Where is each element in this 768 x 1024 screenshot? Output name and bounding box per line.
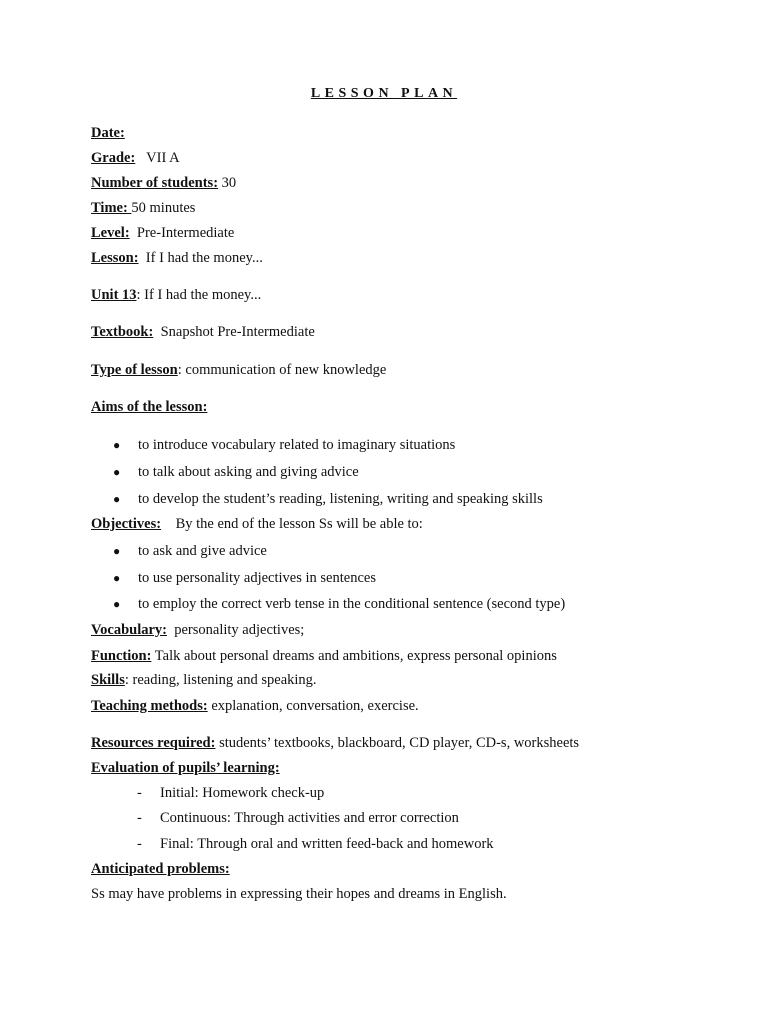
- bullet-icon: ●: [113, 438, 121, 452]
- level-row: [91, 224, 234, 242]
- dash-icon: -: [137, 810, 142, 826]
- vocabulary-value: personality adjectives;: [174, 622, 305, 638]
- anticipated-text: Ss may have problems in expressing their hopes and dreams in English.: [91, 886, 507, 902]
- skills-label: Skills: [91, 672, 125, 688]
- teaching-methods-label: Teaching methods:: [91, 698, 208, 714]
- evaluation-item: Final: Through oral and written feed-back and homework: [160, 836, 494, 852]
- aims-heading: [91, 398, 207, 416]
- students-row: [91, 174, 236, 192]
- objectives-item: to use personality adjectives in sentences: [138, 570, 376, 586]
- time-label: Time:: [91, 200, 132, 216]
- textbook-row: [91, 323, 315, 341]
- dash-icon: -: [137, 785, 142, 801]
- aims-item: to talk about asking and giving advice: [138, 464, 359, 480]
- date-label: Date:: [91, 125, 125, 141]
- dash-icon: -: [137, 836, 142, 852]
- teaching-methods-value: explanation, conversation, exercise.: [211, 698, 419, 714]
- unit-value: : If I had the money...: [136, 287, 262, 303]
- objectives-item: to ask and give advice: [138, 543, 267, 559]
- type-of-lesson-label: Type of lesson: [91, 362, 178, 378]
- level-value: Pre-Intermediate: [136, 225, 235, 241]
- time-row: [91, 199, 195, 217]
- level-label: Level:: [91, 225, 130, 241]
- lesson-row: [91, 249, 263, 267]
- grade-label: Grade:: [91, 150, 136, 166]
- resources-row: [91, 734, 579, 752]
- unit-label: Unit 13: [91, 287, 137, 303]
- objectives-item: to employ the correct verb tense in the conditional sentence (second type): [138, 596, 566, 612]
- objectives-label: Objectives:: [91, 516, 162, 532]
- resources-label: Resources required:: [91, 735, 216, 751]
- evaluation-heading: [91, 759, 280, 777]
- bullet-icon: ●: [113, 544, 121, 558]
- textbook-value: Snapshot Pre-Intermediate: [160, 324, 315, 340]
- anticipated-label: Anticipated problems:: [91, 861, 230, 877]
- lesson-label: Lesson:: [91, 250, 139, 266]
- function-value: Talk about personal dreams and ambitions, express personal opinions: [154, 648, 557, 664]
- aims-item: to develop the student’s reading, listening, writing and speaking skills: [138, 491, 543, 507]
- vocabulary-row: [91, 621, 304, 639]
- function-row: [91, 647, 557, 665]
- lesson-value: If I had the money...: [145, 250, 263, 266]
- evaluation-label: Evaluation of pupils’ learning:: [91, 760, 280, 776]
- evaluation-item: Continuous: Through activities and error correction: [160, 810, 459, 826]
- teaching-methods-row: [91, 697, 419, 715]
- unit-row: [91, 286, 261, 304]
- vocabulary-label: Vocabulary:: [91, 622, 167, 638]
- type-of-lesson-value: : communication of new knowledge: [177, 362, 387, 378]
- date-row: [91, 124, 125, 142]
- bullet-icon: ●: [113, 597, 121, 611]
- bullet-icon: ●: [113, 492, 121, 506]
- grade-value: VII A: [146, 150, 180, 166]
- objectives-value: By the end of the lesson Ss will be able to:: [175, 516, 423, 532]
- bullet-icon: ●: [113, 465, 121, 479]
- students-value: 30: [221, 175, 237, 191]
- aims-label: Aims of the lesson:: [91, 399, 208, 415]
- textbook-label: Textbook:: [91, 324, 154, 340]
- time-value: 50 minutes: [131, 200, 196, 216]
- skills-row: [91, 671, 317, 689]
- students-label: Number of students:: [91, 175, 219, 191]
- resources-value: students’ textbooks, blackboard, CD player, CD-s, worksheets: [219, 735, 580, 751]
- anticipated-heading: [91, 860, 230, 878]
- type-of-lesson-row: [91, 361, 386, 379]
- aims-item: to introduce vocabulary related to imaginary situations: [138, 437, 456, 453]
- skills-value: : reading, listening and speaking.: [124, 672, 317, 688]
- grade-row: [91, 149, 180, 167]
- page-title: LESSON PLAN: [310, 86, 458, 101]
- evaluation-item: Initial: Homework check-up: [160, 785, 325, 801]
- objectives-row: [91, 515, 423, 533]
- function-label: Function:: [91, 648, 152, 664]
- bullet-icon: ●: [113, 571, 121, 585]
